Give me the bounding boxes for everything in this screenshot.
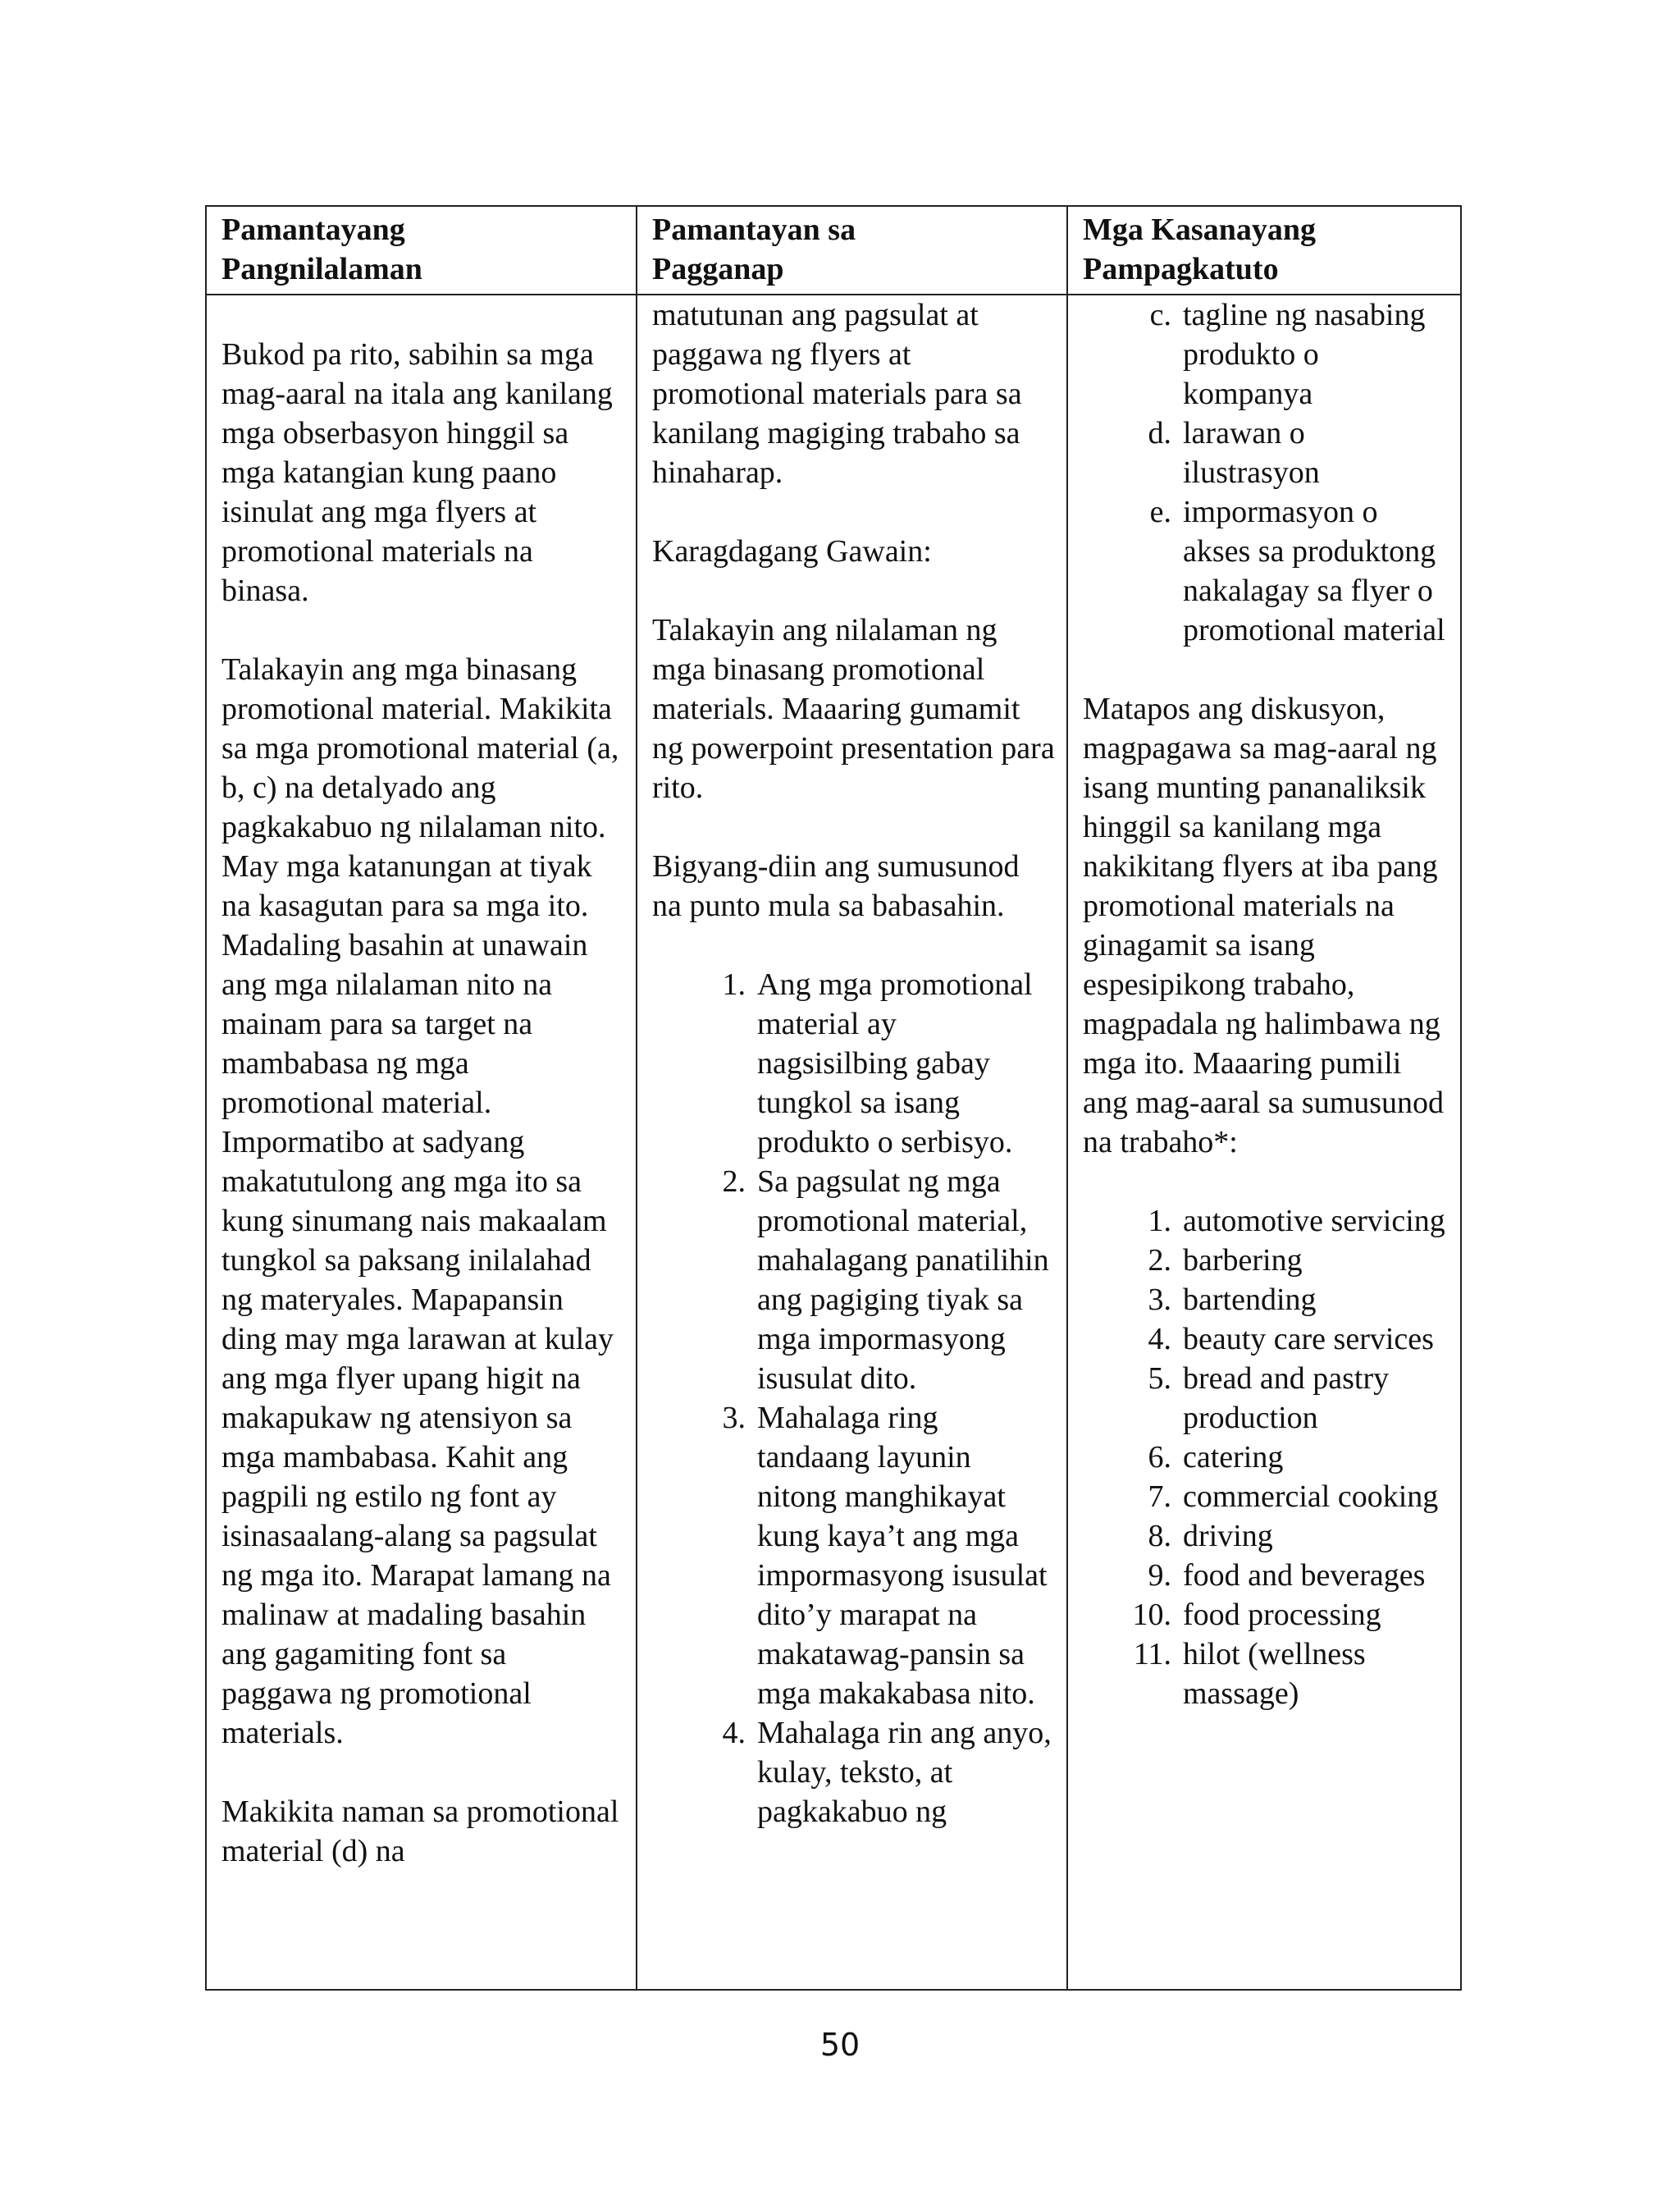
- list-item: [652, 1713, 1055, 1831]
- list-item-text: Ang mga promotional material ay nagsisilbing gabay tungkol sa isang produkto o serbisyo.: [757, 967, 1033, 1159]
- paragraph: Matapos ang diskusyon, magpagawa sa mag-aaral ng isang munting pananaliksik hinggil sa kanilang mga nakikitang flyers at iba pang promotional materials na ginagamit sa isang espesipikong trabaho, magpadala ng halimbawa ng mga ito. Maaaring pumili ang mag-aaral sa sumusunod na trabaho*:: [1083, 692, 1445, 1159]
- list-item-text: driving: [1183, 1519, 1273, 1553]
- list-item: [1083, 1438, 1449, 1477]
- paragraph: Bigyang-diin ang sumusunod na punto mula sa babasahin.: [652, 849, 1020, 923]
- list-item-text: barbering: [1183, 1243, 1303, 1278]
- numbered-list: [652, 965, 1055, 1831]
- list-marker: 1.: [722, 967, 746, 1002]
- header-line: Pangnilalaman: [221, 252, 422, 286]
- header-line: Pampagkatuto: [1083, 252, 1279, 286]
- page-number: 50: [819, 2027, 861, 2063]
- header-content-standard: [206, 206, 637, 295]
- list-item-text: hilot (wellness massage): [1183, 1637, 1366, 1711]
- list-marker: 8.: [1148, 1519, 1171, 1553]
- header-learning-competencies: [1067, 206, 1461, 295]
- list-item-text: bread and pastry production: [1183, 1361, 1390, 1435]
- header-line: Pamantayan sa: [652, 213, 856, 247]
- list-item: [1083, 1280, 1449, 1319]
- paragraph: Makikita naman sa promotional material (d) na: [221, 1795, 619, 1868]
- list-item: [1083, 492, 1449, 650]
- list-item: [652, 1162, 1055, 1398]
- list-item-text: commercial cooking: [1183, 1479, 1439, 1514]
- list-item: [1083, 1241, 1449, 1280]
- list-item-text: impormasyon o akses sa produktong nakalagay sa flyer o promotional material: [1183, 495, 1445, 647]
- list-item: [652, 965, 1055, 1162]
- list-item: [1083, 1359, 1449, 1438]
- list-item-text: Mahalaga rin ang anyo, kulay, teksto, at pagkakabuo ng: [757, 1716, 1052, 1829]
- list-item-text: food and beverages: [1183, 1558, 1426, 1593]
- learning-competencies-cell: [1067, 295, 1461, 1990]
- list-item: [1083, 1556, 1449, 1595]
- header-line: Mga Kasanayang: [1083, 213, 1316, 247]
- list-item-text: Sa pagsulat ng mga promotional material, mahalagang panatilihin ang pagiging tiyak sa mga impormasyong isusulat dito.: [757, 1164, 1049, 1396]
- list-item-text: beauty care services: [1183, 1322, 1434, 1356]
- list-item: [1083, 1477, 1449, 1516]
- list-marker: 2.: [1148, 1243, 1171, 1278]
- performance-standard-cell: [637, 295, 1067, 1990]
- header-line: Pagganap: [652, 252, 784, 286]
- header-performance-standard: [637, 206, 1067, 295]
- list-item-text: Mahalaga ring tandaang layunin nitong manghikayat kung kaya’t ang mga impormasyong isusulat dito’y marapat na makatawag-pansin sa mga makakabasa nito.: [757, 1401, 1048, 1711]
- list-item-text: automotive servicing: [1183, 1204, 1445, 1238]
- list-marker: 5.: [1148, 1361, 1171, 1396]
- paragraph: Talakayin ang nilalaman ng mga binasang promotional materials. Maaaring gumamit ng powerpoint presentation para rito.: [652, 613, 1055, 805]
- paragraph: Talakayin ang mga binasang promotional material. Makikita sa mga promotional material (a, b, c) na detalyado ang pagkakabuo ng nilalaman nito. May mga katanungan at tiyak na kasagutan para sa mga ito. Madaling basahin at unawain ang mga nilalaman nito na mainam para sa target na mambabasa ng mga promotional material. Impormatibo at sadyang makatutulong ang mga ito sa kung sinumang nais makaalam tungkol sa paksang inilalahad ng materyales. Mapapansin ding may mga larawan at kulay ang mga flyer upang higit na makapukaw ng atensiyon sa mga mambabasa. Kahit ang pagpili ng estilo ng font ay isinasaalang-alang sa pagsulat ng mga ito. Marapat lamang na malinaw at madaling basahin ang gagamiting font sa paggawa ng promotional materials.: [221, 652, 619, 1750]
- list-marker: c.: [1149, 298, 1171, 332]
- list-item: [1083, 414, 1449, 492]
- list-item-text: tagline ng nasabing produkto o kompanya: [1183, 298, 1426, 411]
- list-marker: 2.: [722, 1164, 746, 1199]
- list-item: [1083, 295, 1449, 414]
- numbered-list: [1083, 1201, 1449, 1713]
- content-standard-cell: [206, 295, 637, 1990]
- list-marker: 4.: [1148, 1322, 1171, 1356]
- lettered-list: [1083, 295, 1449, 650]
- list-marker: 9.: [1148, 1558, 1171, 1593]
- paragraph: matutunan ang pagsulat at paggawa ng flyers at promotional materials para sa kanilang magiging trabaho sa hinaharap.: [652, 298, 1022, 490]
- list-item: [1083, 1634, 1449, 1713]
- list-marker: 11.: [1133, 1637, 1171, 1671]
- table-row: [206, 295, 1461, 1990]
- list-item-text: larawan o ilustrasyon: [1183, 416, 1320, 490]
- list-item: [1083, 1319, 1449, 1359]
- list-item-text: catering: [1183, 1440, 1284, 1474]
- list-item: [1083, 1595, 1449, 1634]
- list-marker: 1.: [1148, 1204, 1171, 1238]
- curriculum-table: [205, 205, 1462, 1991]
- paragraph: Karagdagang Gawain:: [652, 534, 932, 569]
- list-marker: d.: [1148, 416, 1171, 450]
- list-marker: 3.: [1148, 1282, 1171, 1317]
- list-marker: 4.: [722, 1716, 746, 1750]
- list-marker: e.: [1149, 495, 1171, 529]
- list-marker: 6.: [1148, 1440, 1171, 1474]
- list-item: [1083, 1201, 1449, 1241]
- list-marker: 3.: [722, 1401, 746, 1435]
- list-item-text: bartending: [1183, 1282, 1317, 1317]
- paragraph: Bukod pa rito, sabihin sa mga mag-aaral na itala ang kanilang mga obserbasyon hinggil sa mga katangian kung paano isinulat ang mga flyers at promotional materials na binasa.: [221, 337, 613, 608]
- table-header-row: [206, 206, 1461, 295]
- list-item: [1083, 1516, 1449, 1556]
- list-item: [652, 1398, 1055, 1713]
- list-item-text: food processing: [1183, 1598, 1381, 1632]
- list-marker: 7.: [1148, 1479, 1171, 1514]
- header-line: Pamantayang: [221, 213, 405, 247]
- list-marker: 10.: [1132, 1598, 1171, 1632]
